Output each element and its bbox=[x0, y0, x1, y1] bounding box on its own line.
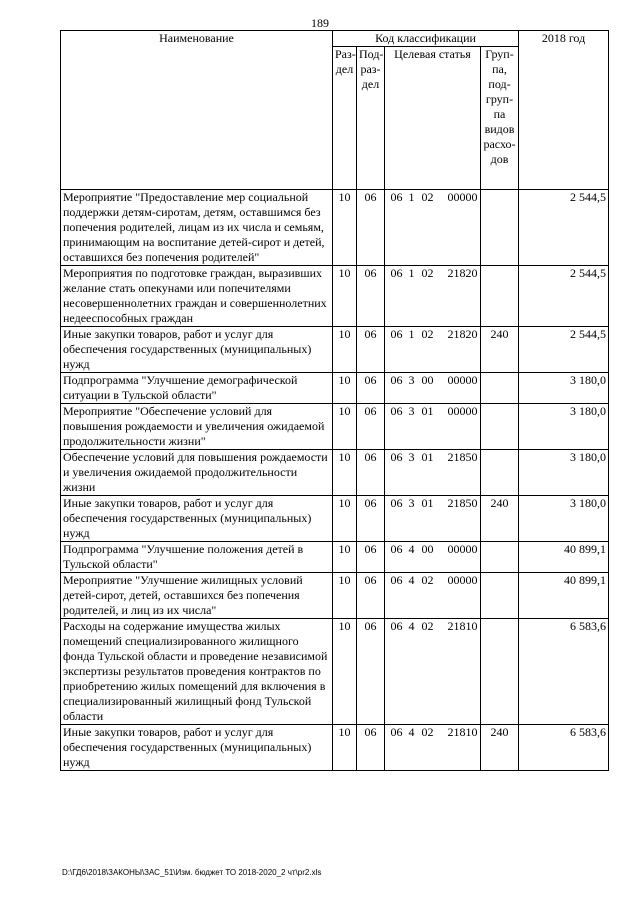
target-subprogram: 1 bbox=[408, 190, 415, 204]
row-subsection: 06 bbox=[357, 619, 385, 725]
row-name: Иные закупки товаров, работ и услуг для обеспечения государственных (муниципальных) нужд bbox=[61, 327, 333, 373]
table-row bbox=[61, 450, 609, 496]
row-amount: 3 180,0 bbox=[519, 404, 609, 450]
row-expense-group bbox=[481, 266, 519, 327]
row-expense-group bbox=[481, 373, 519, 404]
header-code: Код классификации bbox=[333, 31, 519, 47]
row-target bbox=[385, 373, 481, 404]
target-activity: 02 bbox=[421, 266, 434, 280]
target-direction: 00000 bbox=[447, 573, 478, 587]
target-direction: 00000 bbox=[447, 404, 478, 418]
row-amount: 3 180,0 bbox=[519, 496, 609, 542]
row-target bbox=[385, 266, 481, 327]
row-expense-group bbox=[481, 573, 519, 619]
header-subsection-label: Под-раз-дел bbox=[359, 47, 384, 91]
row-amount: 2 544,5 bbox=[519, 190, 609, 266]
row-target bbox=[385, 725, 481, 771]
row-section: 10 bbox=[333, 266, 357, 327]
row-section: 10 bbox=[333, 619, 357, 725]
target-subprogram: 3 bbox=[408, 496, 415, 510]
row-amount: 6 583,6 bbox=[519, 619, 609, 725]
target-subprogram: 3 bbox=[408, 404, 415, 418]
header-target bbox=[385, 47, 481, 190]
table-body bbox=[61, 190, 609, 771]
table-row bbox=[61, 496, 609, 542]
header-target-label: Целевая статья bbox=[394, 47, 471, 61]
table-row bbox=[61, 373, 609, 404]
row-subsection: 06 bbox=[357, 404, 385, 450]
target-subprogram: 3 bbox=[408, 450, 415, 464]
page-number: 189 bbox=[311, 16, 329, 30]
table-row bbox=[61, 190, 609, 266]
row-section: 10 bbox=[333, 404, 357, 450]
row-name: Подпрограмма "Улучшение положения детей в Тульской области" bbox=[61, 542, 333, 573]
target-subprogram: 4 bbox=[408, 573, 415, 587]
target-subprogram: 4 bbox=[408, 619, 415, 633]
target-program: 06 bbox=[390, 450, 403, 464]
header-subsection bbox=[357, 47, 385, 190]
target-program: 06 bbox=[390, 542, 403, 556]
row-expense-group bbox=[481, 542, 519, 573]
target-subprogram: 4 bbox=[408, 725, 415, 739]
row-target bbox=[385, 573, 481, 619]
table-row bbox=[61, 542, 609, 573]
target-direction: 21820 bbox=[447, 266, 478, 280]
target-subprogram: 1 bbox=[408, 327, 415, 341]
row-section: 10 bbox=[333, 190, 357, 266]
target-program: 06 bbox=[390, 190, 403, 204]
row-subsection: 06 bbox=[357, 373, 385, 404]
target-activity: 02 bbox=[421, 725, 434, 739]
row-expense-group: 240 bbox=[481, 496, 519, 542]
row-amount: 3 180,0 bbox=[519, 373, 609, 404]
row-name: Мероприятие "Обеспечение условий для повышения рождаемости и увеличения ожидаемой продолжительности жизни" bbox=[61, 404, 333, 450]
row-name: Иные закупки товаров, работ и услуг для обеспечения государственных (муниципальных) нужд bbox=[61, 496, 333, 542]
header-section-label: Раз-дел bbox=[335, 47, 356, 76]
file-path-footer: D:\ГД6\2018\ЗАКОНЫ\ЗАС_51\Изм. бюджет ТО 2018-2020_2 чт\pr2.xls bbox=[62, 868, 322, 877]
header-group-label: Груп-па, под-груп-па видов расхо-дов bbox=[483, 47, 516, 166]
row-target bbox=[385, 619, 481, 725]
target-activity: 00 bbox=[421, 373, 434, 387]
row-amount: 2 544,5 bbox=[519, 327, 609, 373]
row-section: 10 bbox=[333, 496, 357, 542]
row-subsection: 06 bbox=[357, 450, 385, 496]
header-year: 2018 год bbox=[519, 31, 609, 190]
table-row bbox=[61, 573, 609, 619]
table-row bbox=[61, 327, 609, 373]
table-row bbox=[61, 404, 609, 450]
row-subsection: 06 bbox=[357, 266, 385, 327]
row-subsection: 06 bbox=[357, 327, 385, 373]
target-program: 06 bbox=[390, 266, 403, 280]
row-subsection: 06 bbox=[357, 725, 385, 771]
header-row-top bbox=[61, 31, 609, 47]
row-name: Обеспечение условий для повышения рождаемости и увеличения ожидаемой продолжительности жизни bbox=[61, 450, 333, 496]
row-subsection: 06 bbox=[357, 542, 385, 573]
row-subsection: 06 bbox=[357, 573, 385, 619]
target-program: 06 bbox=[390, 404, 403, 418]
row-subsection: 06 bbox=[357, 190, 385, 266]
row-target bbox=[385, 450, 481, 496]
target-direction: 00000 bbox=[447, 190, 478, 204]
table-row bbox=[61, 619, 609, 725]
row-expense-group bbox=[481, 450, 519, 496]
target-program: 06 bbox=[390, 496, 403, 510]
row-expense-group: 240 bbox=[481, 327, 519, 373]
budget-table bbox=[60, 30, 609, 771]
row-amount: 2 544,5 bbox=[519, 266, 609, 327]
target-activity: 02 bbox=[421, 573, 434, 587]
target-direction: 21850 bbox=[447, 450, 478, 464]
target-program: 06 bbox=[390, 725, 403, 739]
row-section: 10 bbox=[333, 542, 357, 573]
target-program: 06 bbox=[390, 327, 403, 341]
target-direction: 21810 bbox=[447, 725, 478, 739]
target-program: 06 bbox=[390, 619, 403, 633]
row-amount: 3 180,0 bbox=[519, 450, 609, 496]
row-expense-group bbox=[481, 404, 519, 450]
row-amount: 40 899,1 bbox=[519, 542, 609, 573]
header-section bbox=[333, 47, 357, 190]
row-section: 10 bbox=[333, 573, 357, 619]
target-direction: 21810 bbox=[447, 619, 478, 633]
row-name: Мероприятие "Улучшение жилищных условий детей-сирот, детей, оставшихся без попечения родителей, и лиц из их числа" bbox=[61, 573, 333, 619]
row-subsection: 06 bbox=[357, 496, 385, 542]
row-expense-group: 240 bbox=[481, 725, 519, 771]
target-program: 06 bbox=[390, 573, 403, 587]
target-direction: 21850 bbox=[447, 496, 478, 510]
row-expense-group bbox=[481, 190, 519, 266]
target-direction: 00000 bbox=[447, 373, 478, 387]
target-activity: 01 bbox=[421, 404, 434, 418]
row-name: Иные закупки товаров, работ и услуг для обеспечения государственных (муниципальных) нужд bbox=[61, 725, 333, 771]
target-subprogram: 3 bbox=[408, 373, 415, 387]
target-activity: 02 bbox=[421, 619, 434, 633]
row-amount: 40 899,1 bbox=[519, 573, 609, 619]
target-program: 06 bbox=[390, 373, 403, 387]
row-target bbox=[385, 496, 481, 542]
table-row bbox=[61, 725, 609, 771]
target-direction: 21820 bbox=[447, 327, 478, 341]
row-target bbox=[385, 190, 481, 266]
target-activity: 02 bbox=[421, 327, 434, 341]
target-subprogram: 1 bbox=[408, 266, 415, 280]
row-section: 10 bbox=[333, 450, 357, 496]
row-section: 10 bbox=[333, 373, 357, 404]
table-row bbox=[61, 266, 609, 327]
header-group bbox=[481, 47, 519, 190]
row-expense-group bbox=[481, 619, 519, 725]
row-target bbox=[385, 327, 481, 373]
row-name: Мероприятие "Предоставление мер социальной поддержки детям-сиротам, детям, оставшимся без попечения родителей, лицам из их числа и семьям, принимающим на воспитание детей-сирот и детей, оставшихся без попечения родителей" bbox=[61, 190, 333, 266]
header-name: Наименование bbox=[61, 31, 333, 190]
row-target bbox=[385, 404, 481, 450]
target-activity: 01 bbox=[421, 450, 434, 464]
row-section: 10 bbox=[333, 327, 357, 373]
row-name: Подпрограмма "Улучшение демографической ситуации в Тульской области" bbox=[61, 373, 333, 404]
target-direction: 00000 bbox=[447, 542, 478, 556]
row-name: Мероприятия по подготовке граждан, выразивших желание стать опекунами или попечителями несовершеннолетних граждан и совершеннолетних недееспособных граждан bbox=[61, 266, 333, 327]
row-target bbox=[385, 542, 481, 573]
target-activity: 00 bbox=[421, 542, 434, 556]
target-activity: 02 bbox=[421, 190, 434, 204]
target-subprogram: 4 bbox=[408, 542, 415, 556]
target-activity: 01 bbox=[421, 496, 434, 510]
row-amount: 6 583,6 bbox=[519, 725, 609, 771]
row-name: Расходы на содержание имущества жилых помещений специализированного жилищного фонда Тульской области и проведение независимой экспертизы результатов проведения контрактов по приобретению жилых помещений для включения в специализированный жилищный фонд Тульской области bbox=[61, 619, 333, 725]
row-section: 10 bbox=[333, 725, 357, 771]
